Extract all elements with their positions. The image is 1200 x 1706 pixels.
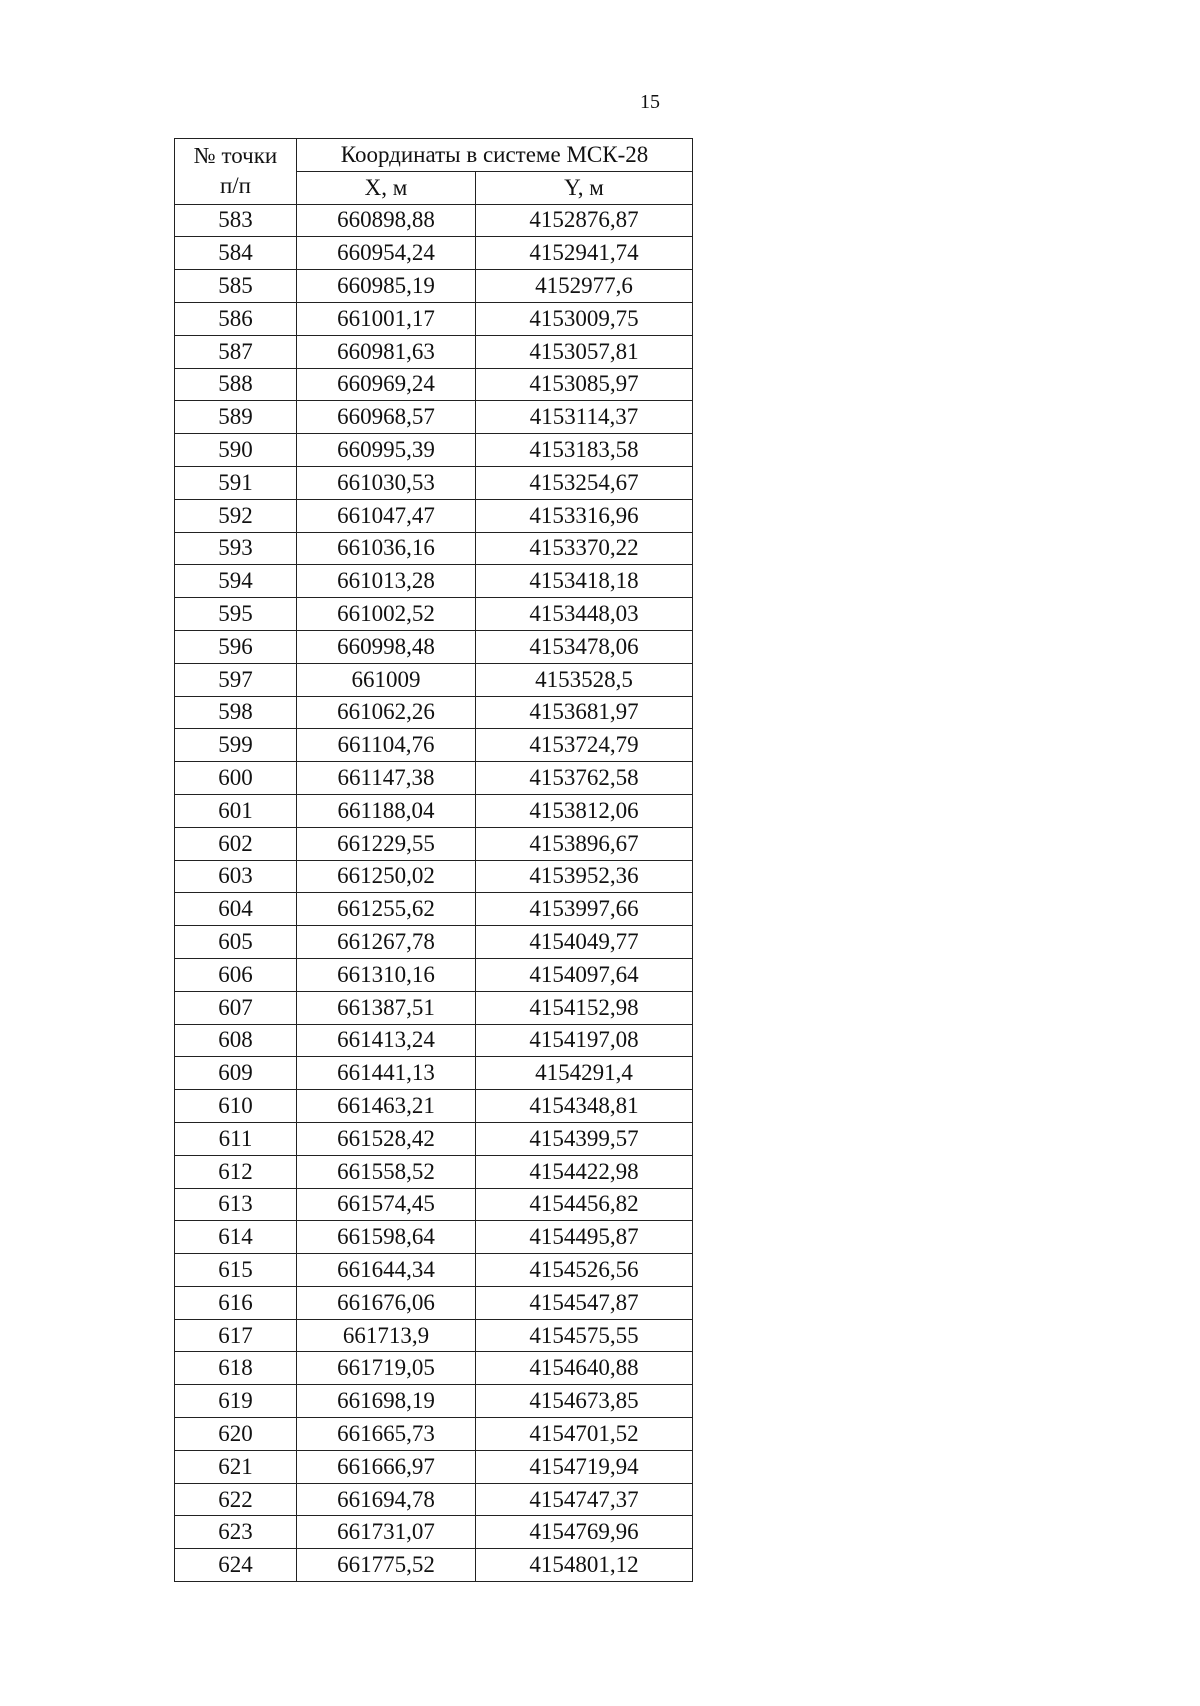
- table-row: [175, 302, 693, 335]
- point-number-cell: 591: [175, 466, 297, 499]
- point-number-cell: 614: [175, 1221, 297, 1254]
- x-coordinate-cell: 661698,19: [297, 1385, 476, 1418]
- y-coordinate-cell: 4154152,98: [476, 991, 693, 1024]
- point-number-cell: 607: [175, 991, 297, 1024]
- table-row: [175, 991, 693, 1024]
- x-coordinate-cell: 661255,62: [297, 893, 476, 926]
- point-number-cell: 601: [175, 794, 297, 827]
- y-coordinate-cell: 4153316,96: [476, 499, 693, 532]
- table-row: [175, 1483, 693, 1516]
- point-number-cell: 596: [175, 630, 297, 663]
- x-coordinate-cell: 660954,24: [297, 237, 476, 270]
- point-number-cell: 584: [175, 237, 297, 270]
- table-row: [175, 1090, 693, 1123]
- y-coordinate-cell: 4154049,77: [476, 926, 693, 959]
- table-row: [175, 1319, 693, 1352]
- y-coordinate-cell: 4152876,87: [476, 204, 693, 237]
- point-number-header-line1: № точки: [193, 143, 278, 169]
- y-coordinate-cell: 4154701,52: [476, 1418, 693, 1451]
- table-row: [175, 893, 693, 926]
- table-row: [175, 630, 693, 663]
- y-coordinate-cell: 4153254,67: [476, 466, 693, 499]
- table-row: [175, 598, 693, 631]
- table-row: [175, 565, 693, 598]
- table-row: [175, 532, 693, 565]
- y-coordinate-cell: 4154456,82: [476, 1188, 693, 1221]
- point-number-cell: 621: [175, 1450, 297, 1483]
- table-row: [175, 401, 693, 434]
- table-row: [175, 1254, 693, 1287]
- table-row: [175, 1155, 693, 1188]
- x-coordinate-cell: 661598,64: [297, 1221, 476, 1254]
- point-number-cell: 599: [175, 729, 297, 762]
- table-row: [175, 729, 693, 762]
- point-number-cell: 617: [175, 1319, 297, 1352]
- point-number-cell: 616: [175, 1286, 297, 1319]
- point-number-header: [175, 139, 297, 205]
- x-coordinate-cell: 660985,19: [297, 270, 476, 303]
- table-row: [175, 237, 693, 270]
- point-number-cell: 597: [175, 663, 297, 696]
- table-row: [175, 1286, 693, 1319]
- header-row-top: [175, 139, 693, 172]
- table-row: [175, 696, 693, 729]
- point-number-cell: 606: [175, 958, 297, 991]
- point-number-cell: 612: [175, 1155, 297, 1188]
- table-row: [175, 958, 693, 991]
- point-number-cell: 600: [175, 762, 297, 795]
- y-coordinate-cell: 4153370,22: [476, 532, 693, 565]
- y-coordinate-cell: 4154547,87: [476, 1286, 693, 1319]
- y-coordinate-cell: 4153997,66: [476, 893, 693, 926]
- x-coordinate-cell: 660981,63: [297, 335, 476, 368]
- x-coordinate-cell: 661009: [297, 663, 476, 696]
- y-coordinate-cell: 4153724,79: [476, 729, 693, 762]
- x-coordinate-cell: 661413,24: [297, 1024, 476, 1057]
- point-number-cell: 595: [175, 598, 297, 631]
- x-coordinate-cell: 661047,47: [297, 499, 476, 532]
- y-coordinate-cell: 4153812,06: [476, 794, 693, 827]
- x-coordinate-cell: 661250,02: [297, 860, 476, 893]
- table-row: [175, 860, 693, 893]
- x-coordinate-cell: 661574,45: [297, 1188, 476, 1221]
- y-coordinate-cell: 4153762,58: [476, 762, 693, 795]
- table-row: [175, 1418, 693, 1451]
- y-coordinate-cell: 4153896,67: [476, 827, 693, 860]
- y-coordinate-cell: 4154348,81: [476, 1090, 693, 1123]
- y-coordinate-cell: 4154399,57: [476, 1122, 693, 1155]
- y-coordinate-cell: 4154575,55: [476, 1319, 693, 1352]
- y-coordinate-cell: 4153057,81: [476, 335, 693, 368]
- table-row: [175, 499, 693, 532]
- point-number-cell: 588: [175, 368, 297, 401]
- point-number-cell: 611: [175, 1122, 297, 1155]
- y-coordinate-cell: 4153448,03: [476, 598, 693, 631]
- y-coordinate-cell: 4154291,4: [476, 1057, 693, 1090]
- x-coordinate-cell: 661665,73: [297, 1418, 476, 1451]
- point-number-cell: 585: [175, 270, 297, 303]
- x-coordinate-cell: 661036,16: [297, 532, 476, 565]
- coordinates-group-header: Координаты в системе МСК-28: [297, 139, 693, 172]
- point-number-cell: 613: [175, 1188, 297, 1221]
- point-number-cell: 586: [175, 302, 297, 335]
- table-row: [175, 466, 693, 499]
- point-number-cell: 592: [175, 499, 297, 532]
- x-coordinate-cell: 661267,78: [297, 926, 476, 959]
- x-coordinate-cell: 660995,39: [297, 434, 476, 467]
- table-row: [175, 1450, 693, 1483]
- table-row: [175, 827, 693, 860]
- table-row: [175, 335, 693, 368]
- y-coordinate-cell: 4154747,37: [476, 1483, 693, 1516]
- y-coordinate-cell: 4153183,58: [476, 434, 693, 467]
- table-row: [175, 1516, 693, 1549]
- point-number-cell: 624: [175, 1549, 297, 1582]
- y-coordinate-cell: 4154719,94: [476, 1450, 693, 1483]
- y-coordinate-cell: 4154197,08: [476, 1024, 693, 1057]
- x-coordinate-cell: 660969,24: [297, 368, 476, 401]
- y-coordinate-cell: 4154495,87: [476, 1221, 693, 1254]
- y-coordinate-cell: 4154640,88: [476, 1352, 693, 1385]
- point-number-cell: 583: [175, 204, 297, 237]
- x-coordinate-cell: 661002,52: [297, 598, 476, 631]
- x-coordinate-cell: 661719,05: [297, 1352, 476, 1385]
- table-row: [175, 794, 693, 827]
- x-coordinate-cell: 661713,9: [297, 1319, 476, 1352]
- point-number-cell: 589: [175, 401, 297, 434]
- table-row: [175, 368, 693, 401]
- x-coordinate-cell: 661062,26: [297, 696, 476, 729]
- y-coordinate-cell: 4154673,85: [476, 1385, 693, 1418]
- point-number-header-line2: п/п: [219, 173, 251, 199]
- table-row: [175, 434, 693, 467]
- y-coordinate-cell: 4152941,74: [476, 237, 693, 270]
- x-coordinate-cell: 661644,34: [297, 1254, 476, 1287]
- table-row: [175, 204, 693, 237]
- table-row: [175, 1057, 693, 1090]
- table-row: [175, 663, 693, 696]
- y-coordinate-cell: 4152977,6: [476, 270, 693, 303]
- x-coordinate-cell: 660898,88: [297, 204, 476, 237]
- x-coordinate-cell: 661676,06: [297, 1286, 476, 1319]
- y-coordinate-cell: 4153009,75: [476, 302, 693, 335]
- x-coordinate-cell: 660968,57: [297, 401, 476, 434]
- point-number-cell: 604: [175, 893, 297, 926]
- x-coordinate-cell: 661104,76: [297, 729, 476, 762]
- table-row: [175, 1549, 693, 1582]
- x-coordinate-cell: 661694,78: [297, 1483, 476, 1516]
- y-coordinate-cell: 4153114,37: [476, 401, 693, 434]
- table-row: [175, 1188, 693, 1221]
- table-body: [175, 204, 693, 1581]
- y-coordinate-cell: 4154422,98: [476, 1155, 693, 1188]
- y-coordinate-cell: 4153085,97: [476, 368, 693, 401]
- x-coordinate-cell: 661001,17: [297, 302, 476, 335]
- point-number-cell: 609: [175, 1057, 297, 1090]
- coordinates-table: [174, 138, 693, 1582]
- point-number-cell: 602: [175, 827, 297, 860]
- table-row: [175, 1221, 693, 1254]
- table-row: [175, 1385, 693, 1418]
- x-coordinate-cell: 661310,16: [297, 958, 476, 991]
- table-row: [175, 1024, 693, 1057]
- point-number-cell: 608: [175, 1024, 297, 1057]
- y-coordinate-cell: 4154801,12: [476, 1549, 693, 1582]
- y-coordinate-cell: 4153528,5: [476, 663, 693, 696]
- y-column-header: Y, м: [476, 171, 693, 204]
- point-number-cell: 590: [175, 434, 297, 467]
- point-number-cell: 593: [175, 532, 297, 565]
- y-coordinate-cell: 4153952,36: [476, 860, 693, 893]
- x-coordinate-cell: 661229,55: [297, 827, 476, 860]
- point-number-cell: 594: [175, 565, 297, 598]
- page-number: 15: [640, 91, 660, 113]
- point-number-cell: 622: [175, 1483, 297, 1516]
- point-number-cell: 618: [175, 1352, 297, 1385]
- y-coordinate-cell: 4153681,97: [476, 696, 693, 729]
- x-column-header: X, м: [297, 171, 476, 204]
- x-coordinate-cell: 661387,51: [297, 991, 476, 1024]
- point-number-cell: 598: [175, 696, 297, 729]
- x-coordinate-cell: 661463,21: [297, 1090, 476, 1123]
- x-coordinate-cell: 661558,52: [297, 1155, 476, 1188]
- point-number-cell: 620: [175, 1418, 297, 1451]
- table-row: [175, 270, 693, 303]
- point-number-cell: 619: [175, 1385, 297, 1418]
- table-row: [175, 926, 693, 959]
- y-coordinate-cell: 4154526,56: [476, 1254, 693, 1287]
- table-header: [175, 139, 693, 205]
- y-coordinate-cell: 4153418,18: [476, 565, 693, 598]
- point-number-cell: 610: [175, 1090, 297, 1123]
- point-number-cell: 587: [175, 335, 297, 368]
- x-coordinate-cell: 661441,13: [297, 1057, 476, 1090]
- x-coordinate-cell: 661666,97: [297, 1450, 476, 1483]
- x-coordinate-cell: 661030,53: [297, 466, 476, 499]
- x-coordinate-cell: 661528,42: [297, 1122, 476, 1155]
- point-number-cell: 605: [175, 926, 297, 959]
- y-coordinate-cell: 4154769,96: [476, 1516, 693, 1549]
- x-coordinate-cell: 661775,52: [297, 1549, 476, 1582]
- point-number-cell: 603: [175, 860, 297, 893]
- y-coordinate-cell: 4154097,64: [476, 958, 693, 991]
- table-row: [175, 1122, 693, 1155]
- point-number-cell: 615: [175, 1254, 297, 1287]
- y-coordinate-cell: 4153478,06: [476, 630, 693, 663]
- x-coordinate-cell: 661188,04: [297, 794, 476, 827]
- x-coordinate-cell: 661731,07: [297, 1516, 476, 1549]
- point-number-cell: 623: [175, 1516, 297, 1549]
- x-coordinate-cell: 661013,28: [297, 565, 476, 598]
- table-row: [175, 762, 693, 795]
- table-row: [175, 1352, 693, 1385]
- x-coordinate-cell: 661147,38: [297, 762, 476, 795]
- x-coordinate-cell: 660998,48: [297, 630, 476, 663]
